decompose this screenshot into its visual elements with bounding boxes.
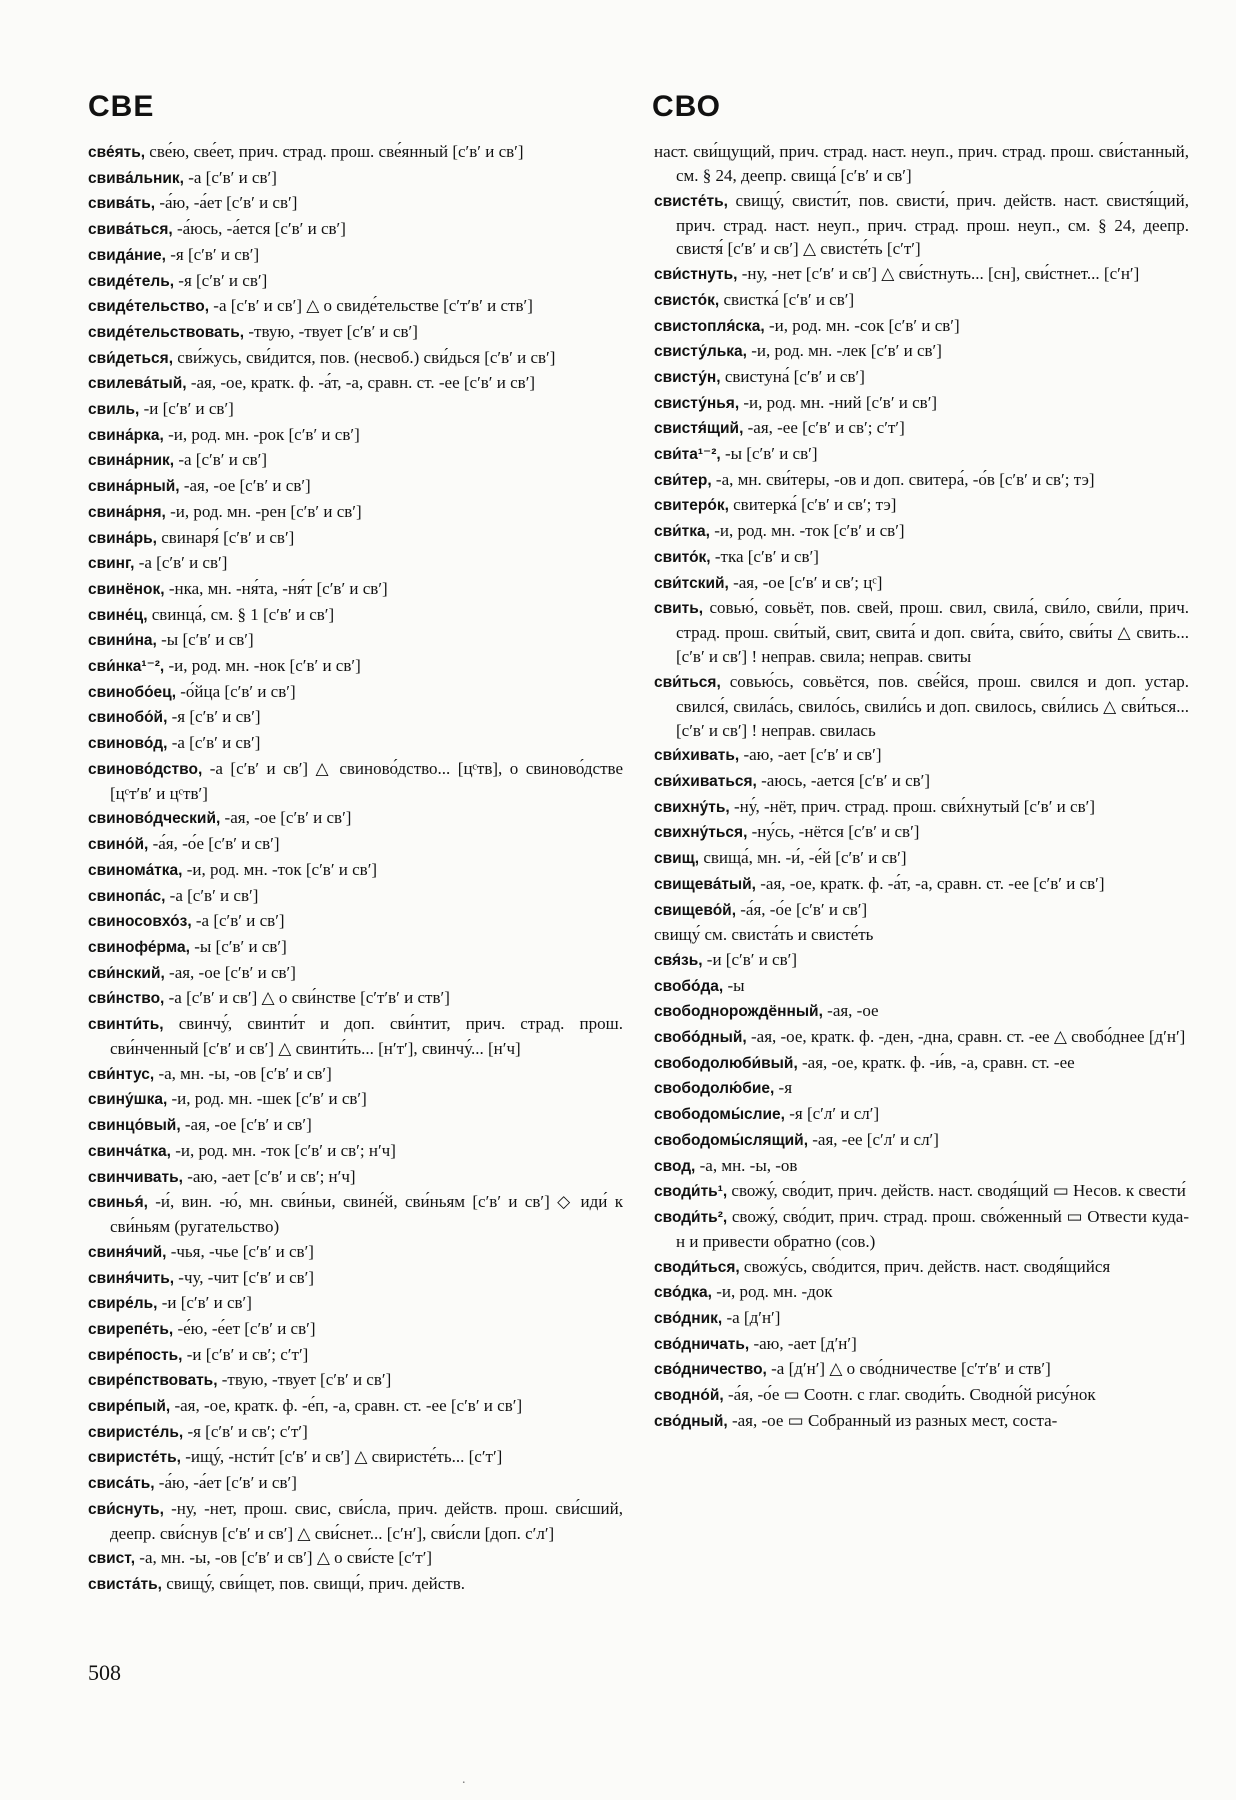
entry-headword: сво́дничество, [654, 1361, 767, 1379]
dictionary-entry [88, 500, 623, 525]
entry-headword: сви́хиваться, [654, 773, 757, 790]
dictionary-entry [88, 1420, 623, 1445]
dictionary-entry [88, 217, 623, 242]
entry-headword: свина́рня, [88, 503, 166, 521]
dictionary-entry [654, 769, 1189, 794]
entry-headword: свито́к, [654, 548, 711, 566]
dictionary-entry [88, 1497, 623, 1546]
entry-body: -ы [сʹвʹ и свʹ] [724, 444, 818, 464]
dictionary-entry [88, 1546, 623, 1571]
entry-body: -и, род. мн. -ток [сʹвʹ и свʹ; нʹч] [175, 1140, 396, 1160]
entry-headword: свире́ль, [88, 1295, 158, 1313]
entry-body: -ая, -ое [827, 1001, 879, 1021]
dictionary-entry [88, 1266, 623, 1291]
entry-headword: сви́тский, [654, 574, 729, 592]
dictionary-entry [654, 545, 1189, 570]
entry-body: -ая, -ое [сʹвʹ и свʹ; цᶜ] [733, 572, 883, 592]
dictionary-entry [88, 1139, 623, 1164]
entry-headword: свинг, [88, 555, 135, 573]
entry-headword: свире́пость, [88, 1346, 183, 1364]
dictionary-entry [654, 1357, 1189, 1382]
dictionary-entry [88, 757, 623, 806]
entry-body: -ну, -нет, прош. свис, сви́сла, прич. действ. прош. сви́сший, деепр. сви́снув [сʹвʹ и свʹ] △ сви́снет... [сʹнʹ], сви́сли [доп. сʹлʹ] [110, 1498, 623, 1543]
entry-body: -и, род. мн. -ток [сʹвʹ и свʹ] [186, 859, 378, 879]
entry-headword: свя́зь, [654, 951, 703, 969]
entry-body: -я [сʹвʹ и свʹ; сʹтʹ] [187, 1421, 308, 1441]
dictionary-entry [88, 1317, 623, 1342]
left-column [88, 140, 623, 1598]
entry-headword: сви́деться, [88, 349, 174, 367]
entry-headword: свиде́тельствовать, [88, 323, 245, 341]
entry-headword: свободомы́слие, [654, 1106, 785, 1124]
entry-body: -а́ю, -а́ет [сʹвʹ и свʹ] [158, 1473, 297, 1493]
entry-body: -и, род. мн. -ний [сʹвʹ и свʹ] [743, 392, 938, 412]
entry-headword: свива́ть, [88, 195, 156, 213]
dictionary-entry [88, 628, 623, 653]
dictionary-entry [88, 1165, 623, 1190]
entry-headword: свободолю́бие, [654, 1080, 775, 1098]
dictionary-entry [654, 519, 1189, 544]
dictionary-entry [654, 365, 1189, 390]
entry-headword: свисто́к, [654, 291, 720, 309]
entry-body: -ну́сь, -нётся [сʹвʹ и свʹ] [751, 822, 920, 842]
entry-body: -аюсь, -ается [сʹвʹ и свʹ] [761, 771, 931, 790]
entry-body: -ы [сʹвʹ и свʹ] [161, 630, 254, 650]
entry-body: -е́ю, -е́ет [сʹвʹ и свʹ] [177, 1318, 316, 1338]
dictionary-entry [654, 1306, 1189, 1331]
entry-body: свищу́ см. свиста́ть и свисте́ть [654, 925, 874, 945]
dictionary-entry [88, 654, 623, 679]
entry-headword: своди́ться, [654, 1258, 740, 1276]
dictionary-entry [88, 705, 623, 730]
entry-headword: свина́рка, [88, 426, 164, 444]
entry-headword: свободомы́слящий, [654, 1131, 809, 1149]
entry-body: -ая, -ее [сʹвʹ и свʹ; сʹтʹ] [747, 418, 905, 438]
entry-body: -и, род. мн. -док [716, 1282, 833, 1302]
dictionary-entry [88, 731, 623, 756]
dictionary-entry [88, 858, 623, 883]
dictionary-entry [88, 909, 623, 934]
entry-body: -а, мн. -ы, -ов [сʹвʹ и свʹ] [158, 1063, 332, 1083]
dictionary-entry [654, 391, 1189, 416]
entry-body: -и, род. мн. -шек [сʹвʹ и свʹ] [171, 1089, 367, 1109]
entry-headword: свиде́тельство, [88, 298, 210, 316]
entry-headword: свина́рный, [88, 478, 180, 496]
entry-body: -аю, -ает [сʹвʹ и свʹ; нʹч] [187, 1166, 356, 1186]
entry-headword: свиня́чий, [88, 1243, 167, 1261]
entry-body: свища́, мн. -и́, -е́й [сʹвʹ и свʹ] [703, 848, 907, 868]
entry-headword: свина́рник, [88, 452, 175, 470]
entry-body: совью́сь, совьётся, пов. све́йся, прош. свился и доп. устар. свился́, свила́сь, свило́сь, свили́сь и доп. свилось, сви́лись △ сви́ться... [сʹвʹ и свʹ] ! неправ. свилась [676, 671, 1189, 740]
entry-headword: свободнорождённый, [654, 1003, 823, 1021]
dictionary-entry [88, 832, 623, 857]
entry-body: -а [сʹвʹ и свʹ] [138, 553, 228, 573]
entry-headword: свива́ться, [88, 221, 173, 239]
entry-headword: свихну́ться, [654, 824, 748, 842]
entry-headword: сви́снуть, [88, 1500, 164, 1518]
entry-headword: сводно́й, [654, 1387, 724, 1405]
right-column [654, 140, 1189, 1434]
entry-body: -ая, -ое, кратк. ф. -а́т, -а, сравн. ст. -ее [сʹвʹ и свʹ] [190, 373, 536, 393]
dictionary-entry [654, 1076, 1189, 1101]
dictionary-entry [88, 448, 623, 473]
entry-headword: сви́стнуть, [654, 266, 738, 284]
entry-body: -ы [сʹвʹ и свʹ] [194, 937, 287, 956]
entry-body: -нка, мн. -ня́та, -ня́т [сʹвʹ и свʹ] [168, 578, 388, 598]
dictionary-entry [654, 1255, 1189, 1280]
entry-headword: свиде́тель, [88, 272, 175, 290]
dictionary-entry [88, 986, 623, 1011]
dictionary-entry [88, 1087, 623, 1112]
dictionary-entry [654, 1179, 1189, 1204]
entry-body: -ая, -ое [сʹвʹ и свʹ] [169, 962, 296, 982]
dictionary-entry [654, 670, 1189, 743]
dictionary-entry [654, 872, 1189, 897]
entry-body: -а [сʹвʹ и свʹ] △ о свиде́тельстве [сʹтʹвʹ и ствʹ] [213, 296, 533, 316]
page-number: 508 [88, 1660, 121, 1685]
entry-headword: свинома́тка, [88, 861, 183, 879]
entry-body: -ая, -ое [сʹвʹ и свʹ] [183, 476, 311, 496]
entry-headword: свинти́ть, [88, 1016, 164, 1034]
dictionary-entry [88, 961, 623, 986]
dictionary-entry [88, 1190, 623, 1239]
entry-body: -а [сʹвʹ и свʹ] [169, 885, 259, 905]
entry-headword: свина́рь, [88, 529, 157, 547]
dictionary-entry [654, 923, 1189, 947]
entry-body: -ая, -ое ▭ Собранный из разных мест, соста- [731, 1410, 1058, 1430]
dictionary-entry [88, 1062, 623, 1087]
dictionary-entry [654, 898, 1189, 923]
entry-headword: свободолюби́вый, [654, 1054, 798, 1072]
entry-headword: сви́ться, [654, 673, 721, 691]
dictionary-entry [88, 1343, 623, 1368]
entry-body: свищу́, свисти́т, пов. свисти́, прич. действ. наст. свистя́щий, прич. страд. наст. неуп., прич. страд. прош. неуп., см. § 24, деепр. свистя́ [сʹвʹ и свʹ] △ свисте́ть [сʹтʹ] [676, 190, 1189, 259]
entry-body: совью́, совьёт, пов. свей, прош. свил, свила́, сви́ло, сви́ли, прич. страд. прош. сви́тый, свит, свита́ и доп. сви́та, сви́то, сви́ты △ свить... [сʹвʹ и свʹ] ! неправ. свила; неправ. свиты [676, 598, 1189, 667]
entry-body: -и, род. мн. -рен [сʹвʹ и свʹ] [170, 501, 362, 521]
dictionary-entry [88, 935, 623, 960]
entry-body: сви́жусь, сви́дится, пов. (несвоб.) сви́дься [сʹвʹ и свʹ] [177, 347, 556, 367]
dictionary-entry [654, 468, 1189, 493]
entry-headword: свино́й, [88, 836, 149, 854]
entry-body: -ая, -ее [сʹлʹ и слʹ] [812, 1129, 939, 1149]
entry-headword: сви́нтус, [88, 1065, 155, 1083]
entry-body: свинца́, см. § 1 [сʹвʹ и свʹ] [151, 604, 335, 624]
dictionary-entry [88, 1572, 623, 1597]
entry-body: -и, род. мн. -сок [сʹвʹ и свʹ] [768, 315, 960, 335]
entry-headword: свире́пый, [88, 1398, 171, 1416]
dictionary-entry [654, 1154, 1189, 1179]
entry-headword: свинобо́ец, [88, 683, 177, 701]
entry-headword: свире́пствовать, [88, 1372, 218, 1390]
dictionary-entry [654, 493, 1189, 518]
entry-body: -ы [727, 975, 745, 995]
entry-headword: свинёнок, [88, 580, 165, 598]
entry-headword: свива́льник, [88, 169, 184, 187]
dictionary-entry [88, 269, 623, 294]
entry-headword: свинчивать, [88, 1168, 183, 1186]
dictionary-entry [654, 820, 1189, 845]
dictionary-entry [654, 1205, 1189, 1254]
entry-body: -я [сʹвʹ и свʹ] [171, 707, 261, 727]
dictionary-entry [654, 416, 1189, 441]
entry-body: свитерка́ [сʹвʹ и свʹ; тэ] [733, 495, 897, 515]
entry-body: -и́, вин. -ю́, мн. сви́ньи, свине́й, сви́ньям [сʹвʹ и свʹ] ◇ иди́ к сви́ньям (ругательство) [110, 1192, 623, 1237]
entry-body: свистка́ [сʹвʹ и свʹ] [723, 289, 855, 309]
entry-body: -твую, -твует [сʹвʹ и свʹ] [221, 1370, 392, 1390]
dictionary-entry [654, 442, 1189, 467]
entry-headword: своди́ть², [654, 1208, 728, 1226]
entry-headword: свинобо́й, [88, 709, 168, 727]
entry-headword: свиса́ть, [88, 1475, 155, 1493]
entry-body: свистуна́ [сʹвʹ и свʹ] [724, 366, 865, 386]
entry-body: -и, род. мн. -лек [сʹвʹ и свʹ] [751, 341, 942, 361]
entry-body: -а, мн. сви́теры, -ов и доп. свитера́, -о́в [сʹвʹ и свʹ; тэ] [715, 469, 1095, 489]
entry-body: -и [сʹвʹ и свʹ] [706, 949, 798, 969]
entry-headword: свист, [88, 1550, 136, 1568]
entry-headword: свиново́д, [88, 735, 168, 753]
dictionary-entry [654, 974, 1189, 999]
dictionary-entry [88, 346, 623, 371]
dictionary-entry [88, 884, 623, 909]
dictionary-entry [88, 166, 623, 191]
entry-headword: сви́нский, [88, 964, 165, 982]
dictionary-entry [88, 1368, 623, 1393]
entry-headword: свод, [654, 1157, 696, 1175]
entry-body: све́ю, све́ет, прич. страд. прош. све́янный [сʹвʹ и свʹ] [149, 142, 524, 161]
dictionary-entry [88, 1291, 623, 1316]
dictionary-entry [88, 806, 623, 831]
entry-headword: свистя́щий, [654, 420, 744, 438]
entry-headword: сви́нство, [88, 990, 165, 1008]
entry-headword: свинча́тка, [88, 1142, 171, 1160]
entry-headword: свилева́тый, [88, 375, 187, 393]
dictionary-entry [88, 474, 623, 499]
entry-body: -и [сʹвʹ и свʹ] [161, 1293, 252, 1313]
entry-headword: све́ять, [88, 144, 146, 161]
entry-body: -чья, -чье [сʹвʹ и свʹ] [170, 1241, 314, 1261]
dictionary-entry [654, 1383, 1189, 1408]
dictionary-entry [88, 1240, 623, 1265]
entry-headword: свинья́, [88, 1194, 148, 1212]
dictionary-entry [88, 551, 623, 576]
entry-body: -а́я, -о́е ▭ Соотн. с глаг. своди́ть. Сводно́й рису́нок [727, 1385, 1096, 1405]
dictionary-entry [88, 423, 623, 448]
entry-headword: сво́дничать, [654, 1335, 750, 1353]
entry-body: -а [дʹнʹ] [726, 1307, 781, 1327]
entry-headword: свиста́ть, [88, 1576, 162, 1594]
entry-headword: свиново́дческий, [88, 810, 221, 828]
entry-headword: сви́тка, [654, 523, 710, 541]
entry-headword: сво́дный, [654, 1412, 728, 1430]
entry-headword: свиня́чить, [88, 1269, 175, 1287]
entry-body: свинаря́ [сʹвʹ и свʹ] [161, 527, 295, 547]
entry-headword: свихну́ть, [654, 798, 730, 816]
entry-headword: свисте́ть, [654, 192, 728, 210]
dictionary-entry [654, 571, 1189, 596]
entry-body: -твую, -твует [сʹвʹ и свʹ] [248, 321, 418, 341]
entry-body: свинчу́, свинти́т и доп. сви́нтит, прич. страд. прош. сви́нченный [сʹвʹ и свʹ] △ свинти́ть... [нʹтʹ], свинчу́... [нʹч] [110, 1014, 623, 1059]
entry-body: -чу, -чит [сʹвʹ и свʹ] [178, 1267, 315, 1287]
entry-body: -а [дʹнʹ] △ о сво́дничестве [сʹтʹвʹ и ствʹ] [771, 1359, 1051, 1379]
entry-headword: свине́ц, [88, 606, 148, 624]
entry-body: -а, мн. -ы, -ов [699, 1155, 798, 1175]
dictionary-entry [88, 243, 623, 268]
dictionary-entry [654, 140, 1189, 188]
dictionary-entry [88, 526, 623, 551]
entry-headword: свинофе́рма, [88, 939, 190, 956]
dictionary-entry [654, 288, 1189, 313]
dictionary-entry [654, 189, 1189, 262]
entry-headword: свини́на, [88, 632, 157, 650]
entry-body: -и, род. мн. -ток [сʹвʹ и свʹ] [714, 521, 905, 541]
entry-headword: свинопа́с, [88, 887, 166, 905]
entry-body: -а [сʹвʹ и свʹ] [188, 167, 277, 187]
dictionary-entry [88, 1394, 623, 1419]
entry-headword: своди́ть¹, [654, 1183, 728, 1201]
dictionary-entry [654, 1102, 1189, 1127]
entry-body: -а [сʹвʹ и свʹ] △ о сви́нстве [сʹтʹвʹ и ствʹ] [168, 988, 450, 1008]
dictionary-entry [88, 294, 623, 319]
entry-headword: сви́нка¹⁻², [88, 658, 165, 676]
entry-headword: свистопля́ска, [654, 317, 765, 335]
dictionary-entry [654, 339, 1189, 364]
dictionary-entry [88, 397, 623, 422]
entry-headword: свить, [654, 600, 704, 618]
dictionary-entry [654, 314, 1189, 339]
entry-body: -ая, -ое, кратк. ф. -ден, -дна, сравн. ст. -ее △ свобо́днее [дʹнʹ] [750, 1027, 1186, 1047]
entry-body: -я [сʹвʹ и свʹ] [178, 270, 268, 290]
dictionary-entry [88, 140, 623, 165]
dictionary-entry [88, 577, 623, 602]
dictionary-entry [88, 1471, 623, 1496]
entry-headword: свинцо́вый, [88, 1117, 181, 1135]
dictionary-entry [654, 596, 1189, 669]
entry-body: -и, род. мн. -нок [сʹвʹ и свʹ] [168, 656, 361, 676]
entry-headword: свищева́тый, [654, 875, 756, 893]
dictionary-entry [654, 743, 1189, 768]
entry-headword: сви́хивать, [654, 747, 740, 765]
entry-headword: свобо́дный, [654, 1029, 747, 1047]
entry-headword: сво́дник, [654, 1309, 723, 1327]
entry-body: -ая, -ое [сʹвʹ и свʹ] [184, 1115, 312, 1135]
dictionary-entry [88, 603, 623, 628]
entry-headword: свину́шка, [88, 1091, 168, 1109]
page-header-right: СВО [652, 90, 721, 123]
entry-body: -ая, -ое, кратк. ф. -и́в, -а, сравн. ст. -ее [802, 1052, 1075, 1072]
entry-headword: свисту́лька, [654, 343, 747, 361]
entry-body: свожу́, сво́дит, прич. действ. наст. сводя́щий ▭ Несов. к свести́ [731, 1181, 1186, 1201]
entry-body: -я [778, 1078, 793, 1098]
entry-headword: свитеро́к, [654, 497, 729, 515]
entry-headword: свисту́нья, [654, 394, 740, 412]
entry-body: -ну́, -нёт, прич. страд. прош. сви́хнутый [сʹвʹ и свʹ] [733, 796, 1095, 816]
dictionary-entry [654, 999, 1189, 1024]
entry-body: -я [сʹвʹ и свʹ] [170, 244, 260, 264]
dictionary-entry [88, 371, 623, 396]
entry-body: -и [сʹвʹ и свʹ] [143, 399, 234, 419]
entry-body: -аю, -ает [дʹнʹ] [753, 1333, 857, 1353]
entry-headword: свиристе́ть, [88, 1449, 181, 1467]
entry-headword: свиль, [88, 401, 140, 419]
entry-body: -а́юсь, -а́ется [сʹвʹ и свʹ] [176, 219, 346, 239]
entry-body: -и [сʹвʹ и свʹ; сʹтʹ] [186, 1344, 309, 1364]
entry-headword: свирепе́ть, [88, 1320, 174, 1338]
entry-body: -ая, -ое, кратк. ф. -а́т, -а, сравн. ст. -ее [сʹвʹ и свʹ] [760, 873, 1105, 893]
entry-body: -а [сʹвʹ и свʹ] [178, 450, 268, 470]
dictionary-entry [88, 1012, 623, 1061]
scan-mark: . [462, 1772, 466, 1787]
entry-headword: свида́ние, [88, 246, 166, 264]
dictionary-entry [88, 1113, 623, 1138]
entry-headword: свищ, [654, 850, 700, 868]
dictionary-entry [654, 795, 1189, 820]
entry-body: -а [сʹвʹ и свʹ] [171, 733, 261, 753]
entry-headword: сво́дка, [654, 1284, 712, 1302]
entry-headword: свиново́дство, [88, 760, 203, 778]
entry-headword: свищево́й, [654, 901, 737, 919]
entry-body: свищу́, сви́щет, пов. свищи́, прич. действ. [166, 1574, 465, 1594]
entry-body: -а́я, -о́е [сʹвʹ и свʹ] [152, 834, 280, 854]
dictionary-entry [654, 1025, 1189, 1050]
entry-body: свожу́, сво́дит, прич. страд. прош. сво́женный ▭ Отвести куда-н и привести обратно (сов.) [676, 1206, 1189, 1251]
entry-body: наст. сви́щущий, прич. страд. наст. неуп., прич. страд. прош. сви́станный, см. § 24, деепр. свища́ [сʹвʹ и свʹ] [654, 142, 1189, 185]
entry-headword: сви́тер, [654, 471, 712, 489]
entry-body: -ищу́, -нсти́т [сʹвʹ и свʹ] △ свиристе́ть... [сʹтʹ] [185, 1447, 503, 1467]
entry-headword: сви́та¹⁻², [654, 446, 721, 464]
entry-body: -ая, -ое, кратк. ф. -е́п, -а, сравн. ст. -ее [сʹвʹ и свʹ] [174, 1396, 523, 1416]
page-header-left: СВЕ [88, 90, 155, 123]
entry-body: -я [сʹлʹ и слʹ] [789, 1104, 880, 1124]
entry-body: -о́йца [сʹвʹ и свʹ] [180, 681, 296, 701]
dictionary-entry [654, 262, 1189, 287]
dictionary-entry [654, 846, 1189, 871]
entry-body: -а́ю, -а́ет [сʹвʹ и свʹ] [159, 193, 298, 213]
dictionary-entry [654, 1409, 1189, 1434]
dictionary-entry [654, 1051, 1189, 1076]
dictionary-entry [88, 320, 623, 345]
entry-body: -ая, -ое [сʹвʹ и свʹ] [224, 808, 352, 828]
entry-headword: свиристе́ль, [88, 1423, 184, 1441]
dictionary-entry [654, 948, 1189, 973]
entry-body: -ну, -нет [сʹвʹ и свʹ] △ сви́стнуть... [сн], сви́стнет... [сʹнʹ] [741, 264, 1140, 284]
entry-body: -тка [сʹвʹ и свʹ] [714, 546, 819, 566]
dictionary-entry [654, 1280, 1189, 1305]
entry-body: -и, род. мн. -рок [сʹвʹ и свʹ] [168, 424, 360, 444]
entry-headword: свобо́да, [654, 977, 724, 995]
dictionary-entry [654, 1332, 1189, 1357]
dictionary-entry [88, 680, 623, 705]
dictionary-entry [654, 1128, 1189, 1153]
entry-body: свожу́сь, сво́дится, прич. действ. наст. сводя́щийся [743, 1256, 1111, 1276]
entry-body: -а́я, -о́е [сʹвʹ и свʹ] [740, 899, 868, 919]
entry-headword: свисту́н, [654, 368, 721, 386]
entry-body: -а, мн. -ы, -ов [сʹвʹ и свʹ] △ о сви́сте [сʹтʹ] [139, 1548, 433, 1568]
entry-body: -а [сʹвʹ и свʹ] △ свиново́дство... [цᶜтв], о свиново́дстве [цᶜтʹвʹ и цᶜтвʹ] [110, 758, 623, 803]
entry-body: -аю, -ает [сʹвʹ и свʹ] [743, 745, 882, 765]
dictionary-entry [88, 191, 623, 216]
dictionary-entry [88, 1445, 623, 1470]
entry-headword: свиносовхо́з, [88, 913, 192, 931]
entry-body: -а [сʹвʹ и свʹ] [195, 911, 285, 931]
